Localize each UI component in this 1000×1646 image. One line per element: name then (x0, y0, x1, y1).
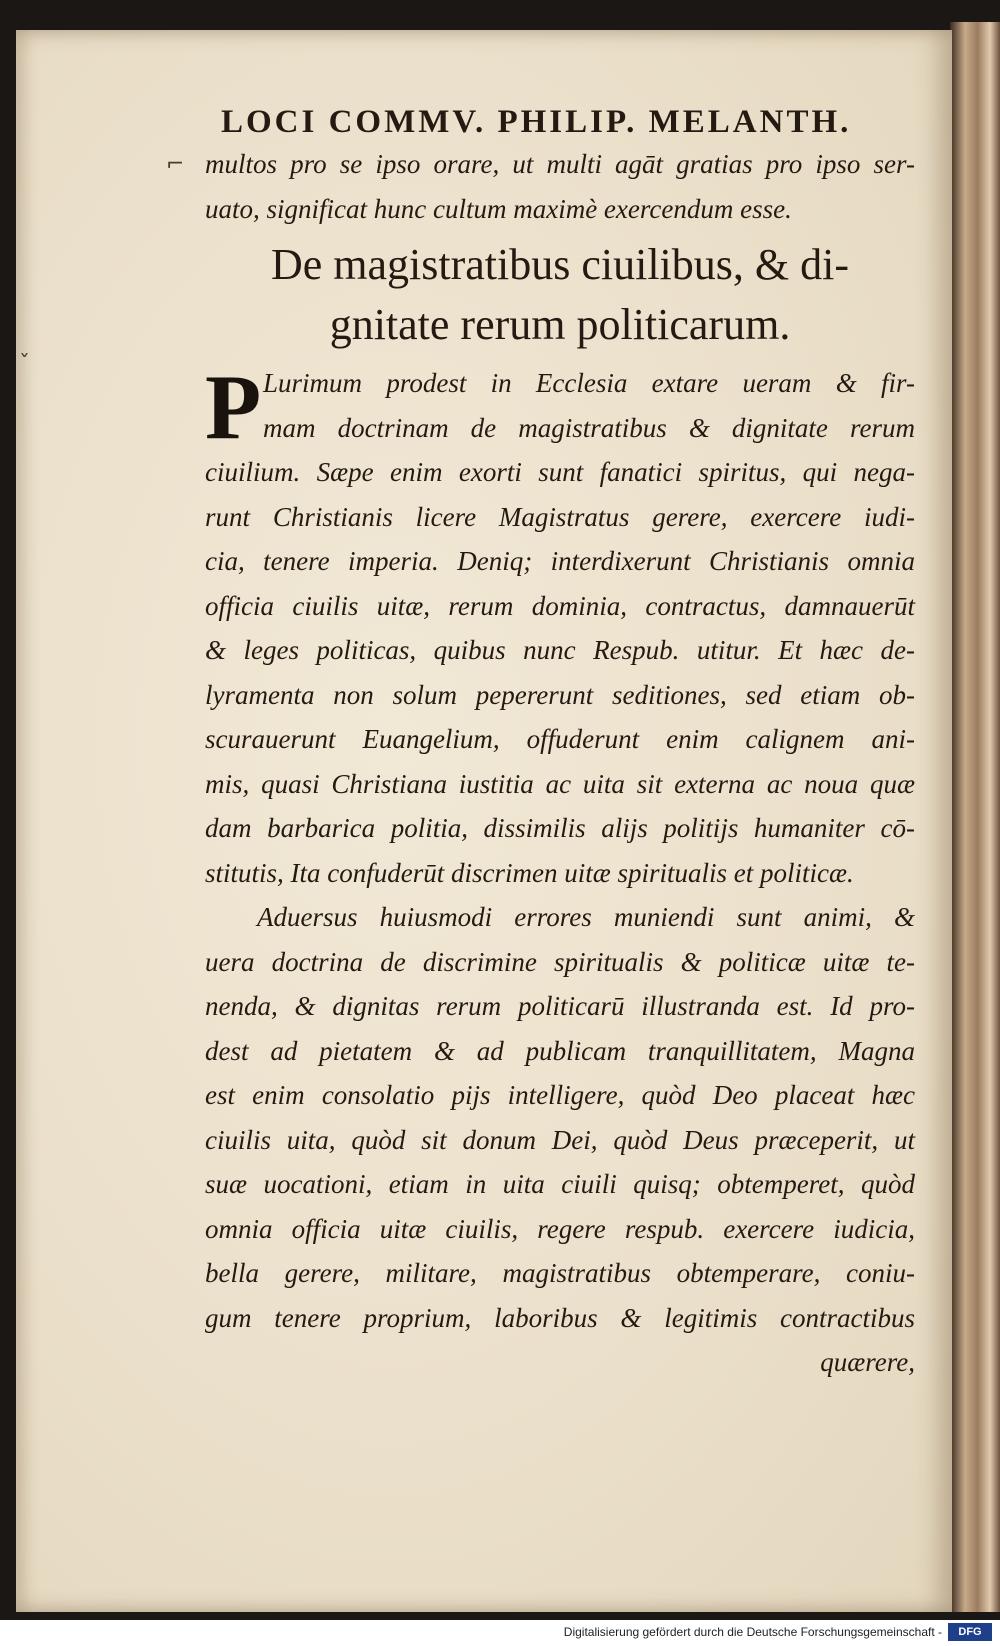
text-line: runt Christianis licere Magistratus gerere, exercere iudi- (205, 501, 915, 532)
margin-mark: ˇ (19, 352, 30, 377)
text-line: & leges politicas, quibus nunc Respub. utitur. Et hæc de- (205, 635, 915, 665)
section-heading (205, 235, 915, 355)
dfg-logo: DFG (948, 1623, 992, 1641)
text-line: uato, significat hunc cultum maximè exercendum esse. (205, 193, 792, 224)
text-line: mis, quasi Christiana iustitia ac uita sit externa ac noua quæ (205, 768, 915, 799)
paragraph-1 (205, 356, 915, 895)
text-line: bella gerere, militare, magistratibus obtemperare, coniu- (205, 1258, 915, 1288)
text-line: mam doctrinam de magistratibus & dignitate rerum (263, 412, 915, 443)
text-line: uera doctrina de discrimine spiritualis & politicæ uitæ te- (205, 946, 915, 977)
text-line: stitutis, Ita confuderūt discrimen uitæ spiritualis et politicæ. (205, 857, 854, 888)
text-line: nenda, & dignitas rerum politicarū illustranda est. Id pro- (205, 991, 915, 1021)
margin-mark: ⌐ (166, 152, 185, 177)
text-line: ciuilis uita, quòd sit donum Dei, quòd Deus præceperit, ut (205, 1124, 915, 1155)
text-line: dest ad pietatem & ad publicam tranquillitatem, Magna (205, 1035, 915, 1066)
book-page (16, 30, 952, 1612)
section-heading-line: De magistratibus ciuilibus, & di- (270, 240, 850, 289)
text-line: lyramenta non solum pepererunt seditiones, sed etiam ob- (205, 679, 915, 710)
text-line: dam barbarica politia, dissimilis alijs politijs humaniter cō- (205, 813, 915, 843)
text-line: ciuilium. Sæpe enim exorti sunt fanatici spiritus, qui nega- (205, 457, 915, 487)
text-line: cia, tenere imperia. Deniq; interdixerunt Christianis omnia (205, 546, 915, 576)
text-line: officia ciuilis uitæ, rerum dominia, contractus, damnauerūt (205, 590, 915, 621)
funding-credit: Digitalisierung gefördert durch die Deutsche Forschungsgemeinschaft - (563, 1625, 942, 1639)
text-line: scurauerunt Euangelium, offuderunt enim calignem ani- (205, 724, 915, 754)
text-line: multos pro se ipso orare, ut multi agāt gratias pro ipso ser- (205, 149, 915, 179)
catchword: quærere, (820, 1347, 915, 1377)
running-head: LOCI COMMV. PHILIP. MELANTH. (221, 104, 852, 140)
text-line: omnia officia uitæ ciuilis, regere respub. exercere iudicia, (205, 1213, 915, 1244)
text-line: est enim consolatio pijs intelligere, quòd Deo placeat hæc (205, 1080, 915, 1110)
paragraph-2 (205, 895, 915, 1340)
text-line: suæ uocationi, etiam in uita ciuili quisq; obtemperet, quòd (205, 1169, 915, 1199)
page-fore-edge (950, 22, 1000, 1612)
text-line: Lurimum prodest in Ecclesia extare ueram & fir- (263, 368, 915, 398)
text-block (205, 102, 915, 1385)
drop-capital: P (205, 356, 262, 458)
text-line: Aduersus huiusmodi errores muniendi sunt animi, & (257, 902, 915, 932)
section-heading-line: gnitate rerum politicarum. (329, 300, 791, 349)
text-line: gum tenere proprium, laboribus & legitimis contractibus (205, 1302, 915, 1333)
footer-bar (0, 1620, 1000, 1646)
